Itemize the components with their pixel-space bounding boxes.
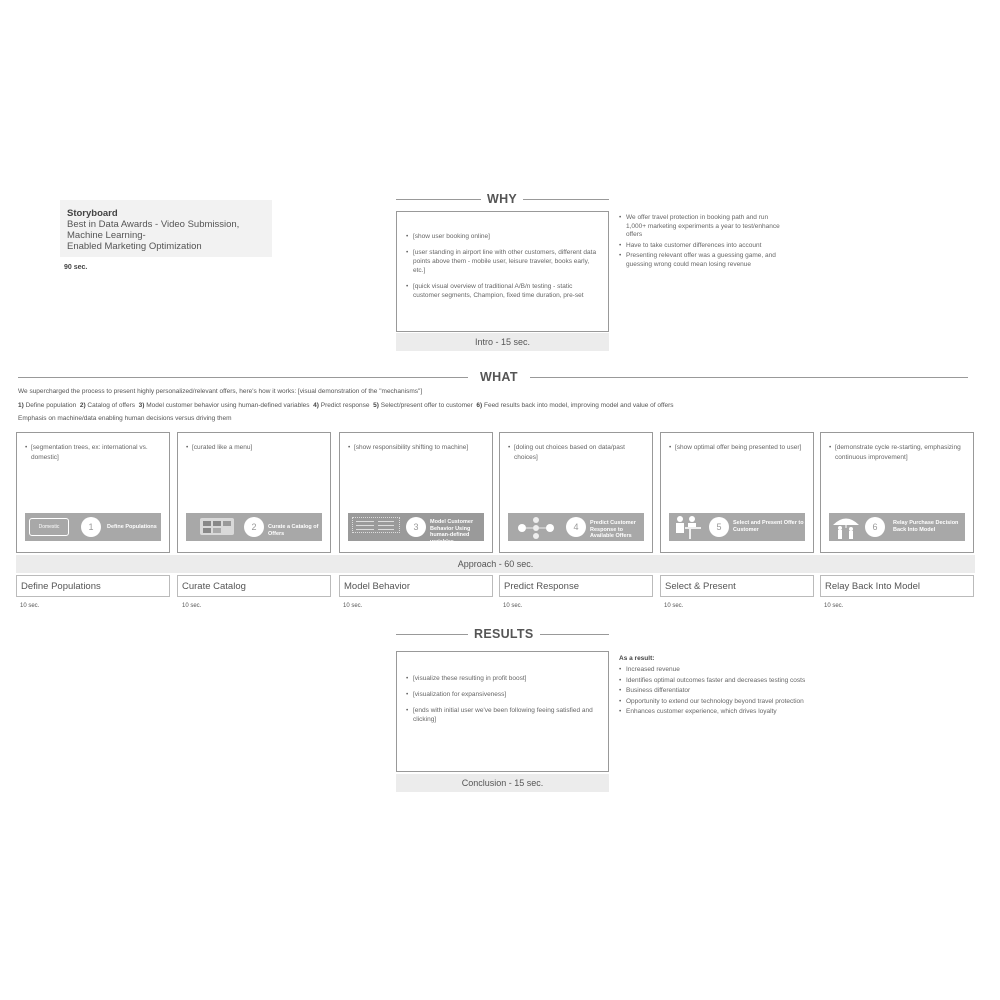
step-frame-6 [820, 432, 974, 553]
step-label-5: Select & Present [660, 575, 814, 597]
results-frame-note: • [visualization for expansiveness] [405, 690, 598, 699]
results-heading: RESULTS [468, 627, 540, 641]
step-label-2: Curate Catalog [177, 575, 331, 597]
step-label-1: Define Populations [16, 575, 170, 597]
storyboard-title-box [60, 200, 272, 257]
what-heading: WHAT [474, 370, 524, 384]
storyboard-duration: 90 sec. [64, 264, 88, 271]
approach-caption: Approach - 60 sec. [16, 555, 975, 573]
results-frame-note: • [visualize these resulting in profit boost] [405, 674, 598, 683]
step-band [348, 513, 484, 545]
step-duration: 10 sec. [503, 603, 523, 609]
step-note: • [doling out choices based on data/past choices] [508, 443, 646, 462]
why-side-note: • Presenting relevant offer was a guessing game, and guessing wrong could mean losing revenue [619, 252, 789, 269]
step-text: Catalog of offers [87, 402, 135, 409]
step-frame-4 [499, 432, 653, 553]
what-rule-left [18, 377, 468, 378]
step-text: Select/present offer to customer [380, 402, 473, 409]
step-duration: 10 sec. [182, 603, 202, 609]
step-duration: 10 sec. [824, 603, 844, 609]
results-side-note: • Identifies optimal outcomes faster and decreases testing costs [619, 677, 839, 686]
step-band-label: Select and Present Offer to Customer [733, 520, 804, 533]
step-number: 4 [566, 517, 586, 537]
step-band-label: Model Customer Behavior Using human-defined variables [430, 519, 474, 545]
why-frame [396, 211, 609, 332]
step-number: 6 [865, 517, 885, 537]
results-side-note: • Increased revenue [619, 666, 839, 675]
step-num: 5) [373, 402, 379, 409]
step-band-label: Curate a Catalog of Offers [268, 524, 319, 537]
intro-caption: Intro - 15 sec. [396, 333, 609, 351]
step-text: Model customer behavior using human-defined variables [146, 402, 310, 409]
step-band [25, 513, 161, 541]
step-note: • [segmentation trees, ex: international vs. domestic] [25, 443, 163, 462]
step-note: • [demonstrate cycle re-starting, emphasizing continuous improvement] [829, 443, 967, 462]
menu-grid-icon [200, 518, 234, 535]
umbrella-family-icon [831, 514, 861, 540]
conclusion-caption: Conclusion - 15 sec. [396, 774, 609, 792]
step-label-6: Relay Back Into Model [820, 575, 974, 597]
why-frame-note: • [quick visual overview of traditional A/B/n testing - static customer segments, Champion, fixed time duration, pre-set [405, 282, 598, 300]
what-rule-right [530, 377, 968, 378]
why-side-note: • We offer travel protection in booking path and run 1,000+ marketing experiments a year to test/enhance offers [619, 214, 789, 240]
why-heading: WHY [481, 192, 523, 206]
flow-chart-icon [512, 515, 560, 539]
results-frame-note: • [ends with initial user we've been following feeing satisfied and clicking] [405, 706, 598, 724]
step-frame-1 [16, 432, 170, 553]
domestic-chip: Domestic [29, 518, 69, 536]
step-text: Define population [25, 402, 77, 409]
step-text: Predict response [320, 402, 370, 409]
storyboard-line-1: Best in Data Awards - Video Submission, [67, 219, 240, 230]
why-side-notes [619, 214, 789, 271]
step-number: 1 [81, 517, 101, 537]
step-num: 6) [476, 402, 483, 409]
step-num: 4) [313, 402, 319, 409]
storyboard-title: Storyboard [67, 208, 118, 219]
step-number: 3 [406, 517, 426, 537]
results-side-note: • Enhances customer experience, which drives loyalty [619, 708, 839, 717]
step-number: 5 [709, 517, 729, 537]
results-side-title: As a result: [619, 655, 655, 662]
step-duration: 10 sec. [343, 603, 363, 609]
step-label-3: Model Behavior [339, 575, 493, 597]
step-band-label: Predict Customer Response to Available Offers [590, 520, 636, 539]
what-intro: We supercharged the process to present highly personalized/relevant offers, here's how it works: [visual demonstration of the "mechanisms"] [18, 388, 423, 395]
step-frame-2 [177, 432, 331, 553]
step-band [186, 513, 322, 541]
storyboard-line-3: Enabled Marketing Optimization [67, 241, 202, 252]
data-table-icon [352, 517, 400, 533]
what-steps-line [18, 401, 968, 410]
why-side-note: • Have to take customer differences into account [619, 242, 789, 251]
step-label-4: Predict Response [499, 575, 653, 597]
what-emphasis: Emphasis on machine/data enabling human decisions versus driving them [18, 415, 232, 422]
storyboard-line-2: Machine Learning- [67, 230, 146, 241]
step-num: 3) [138, 402, 145, 409]
step-note: • [curated like a menu] [186, 443, 324, 453]
people-counter-icon [673, 514, 703, 540]
step-note: • [show optimal offer being presented to user] [669, 443, 807, 453]
step-num: 1) [18, 402, 24, 409]
step-frame-3 [339, 432, 493, 553]
step-text: Feed results back into model, improving model and value of offers [483, 402, 674, 409]
step-note: • [show responsibility shifting to machine] [348, 443, 486, 453]
step-duration: 10 sec. [664, 603, 684, 609]
step-num: 2) [79, 402, 86, 409]
results-side-notes [619, 666, 839, 719]
results-side-note: • Opportunity to extend our technology beyond travel protection [619, 698, 839, 707]
results-side-note: • Business differentiator [619, 687, 839, 696]
step-number: 2 [244, 517, 264, 537]
why-frame-note: • [user standing in airport line with other customers, different data points above them - mobile user, leisure traveler, books early, etc.] [405, 248, 598, 275]
results-frame [396, 651, 609, 772]
step-band-label: Relay Purchase Decision Back Into Model [893, 520, 959, 533]
step-band [829, 513, 965, 541]
step-band-label: Define Populations [107, 524, 157, 530]
step-duration: 10 sec. [20, 603, 40, 609]
why-frame-note: • [show user booking online] [405, 232, 598, 241]
step-band [669, 513, 805, 541]
step-band [508, 513, 644, 541]
step-frame-5 [660, 432, 814, 553]
